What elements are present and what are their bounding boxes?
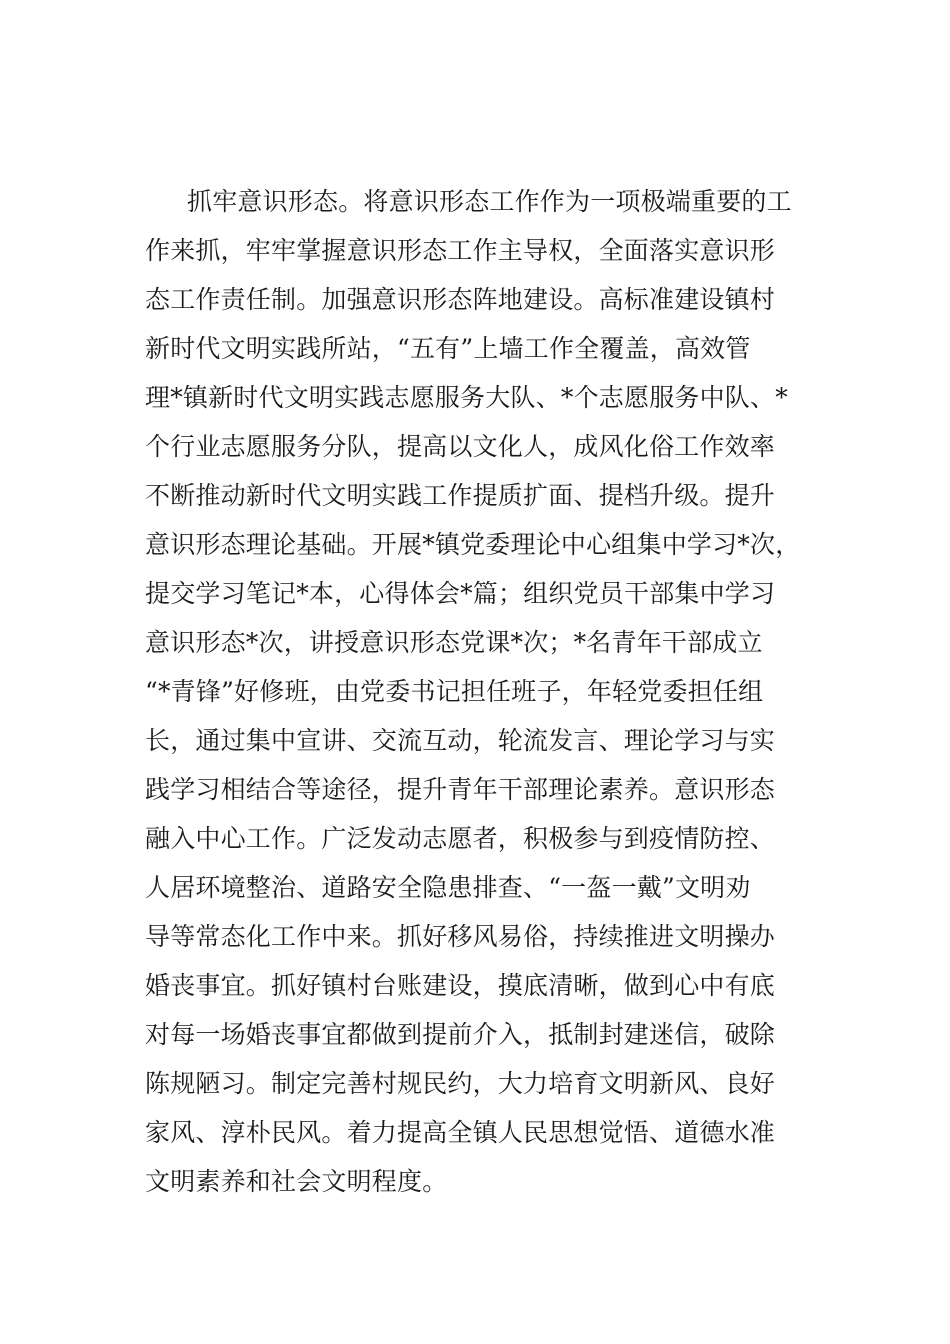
paragraph-line: 长，通过集中宣讲、交流互动，轮流发言、理论学习与实 [145,726,776,755]
paragraph-line: 婚丧事宜。抓好镇村台账建设，摸底清晰，做到心中有底 [145,971,776,1000]
paragraph-line: 态工作责任制。加强意识形态阵地建设。高标准建设镇村 [145,285,776,314]
paragraph-line: 家风、淳朴民风。着力提高全镇人民思想觉悟、道德水准 [145,1118,776,1147]
paragraph-line: 理*镇新时代文明实践志愿服务大队、*个志愿服务中队、* [145,383,788,412]
paragraph-line: 践学习相结合等途径，提升青年干部理论素养。意识形态 [145,775,776,804]
paragraph-line: 新时代文明实践所站，“五有”上墙工作全覆盖，高效管 [145,334,751,363]
paragraph-line: 个行业志愿服务分队，提高以文化人，成风化俗工作效率 [145,432,776,461]
paragraph-line: 作来抓，牢牢掌握意识形态工作主导权，全面落实意识形 [145,236,776,265]
paragraph-line: 对每一场婚丧事宜都做到提前介入，抵制封建迷信，破除 [145,1020,776,1049]
paragraph-line: 融入中心工作。广泛发动志愿者，积极参与到疫情防控、 [145,824,776,853]
paragraph-line: 提交学习笔记*本，心得体会*篇；组织党员干部集中学习 [145,579,776,608]
paragraph-line: 抓牢意识形态。将意识形态工作作为一项极端重要的工 [187,187,792,216]
body-paragraph [145,177,815,1206]
paragraph-line: “*青锋”好修班，由党委书记担任班子，年轻党委担任组 [145,677,764,706]
paragraph-line: 意识形态*次，讲授意识形态党课*次；*名青年干部成立 [145,628,763,657]
paragraph-line: 不断推动新时代文明实践工作提质扩面、提档升级。提升 [145,481,776,510]
paragraph-line: 文明素养和社会文明程度。 [145,1167,448,1196]
paragraph-line: 意识形态理论基础。开展*镇党委理论中心组集中学习*次， [145,530,801,559]
paragraph-line: 陈规陋习。制定完善村规民约，大力培育文明新风、良好 [145,1069,776,1098]
paragraph-line: 人居环境整治、道路安全隐患排查、“一盔一戴”文明劝 [145,873,751,902]
paragraph-line: 导等常态化工作中来。抓好移风易俗，持续推进文明操办 [145,922,776,951]
